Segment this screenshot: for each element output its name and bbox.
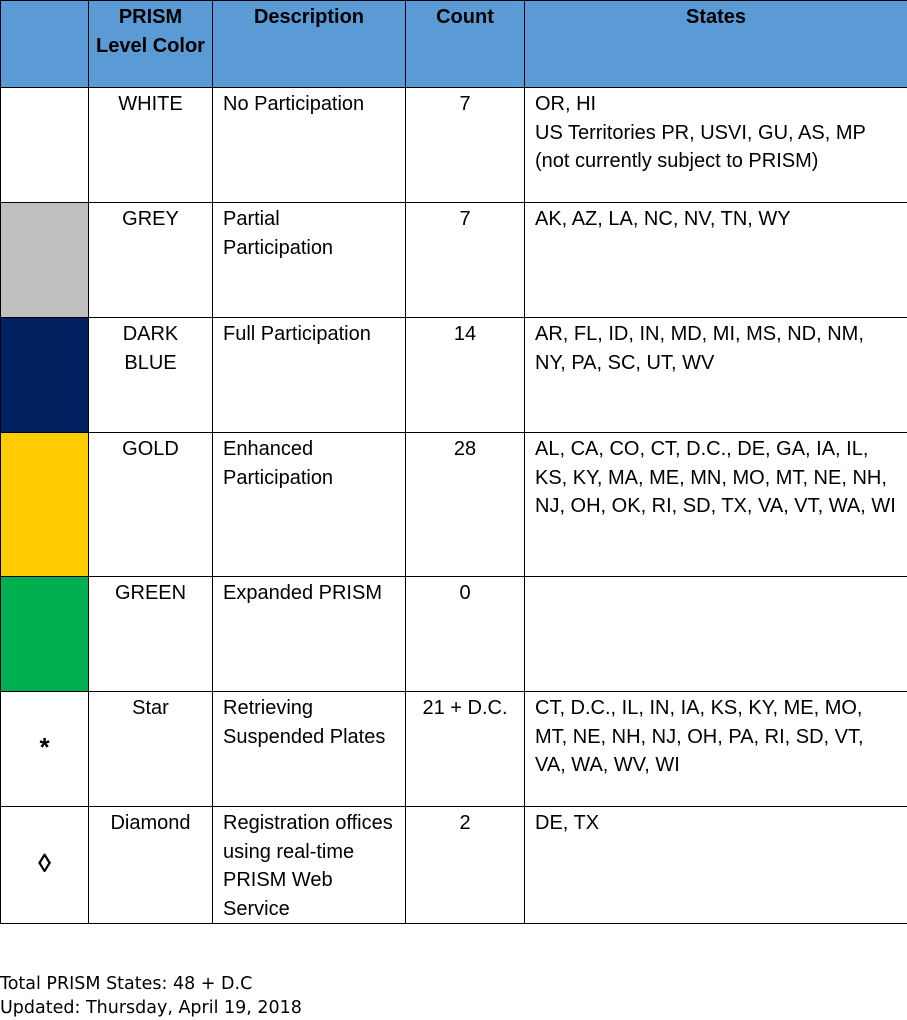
states-cell [525, 203, 907, 318]
updated-date-text: Updated: Thursday, April 19, 2018 [0, 998, 302, 1018]
states-cell [525, 433, 907, 577]
table-row [1, 692, 907, 807]
color-swatch [1, 318, 89, 433]
description-cell: Expanded PRISM [213, 577, 406, 692]
states-line: AL, CA, CO, CT, D.C., DE, GA, IA, IL, KS, KY, MA, ME, MN, MO, MT, NE, NH, NJ, OH, OK, RI, SD, TX, VA, VT, WA, WI [535, 438, 896, 517]
count-cell: 14 [406, 318, 525, 433]
star-icon: * [39, 732, 50, 763]
table-header-row [1, 1, 907, 88]
count-cell: 0 [406, 577, 525, 692]
level-color-cell: Star [89, 692, 213, 807]
level-color-cell: GREY [89, 203, 213, 318]
states-line: CT, D.C., IL, IN, IA, KS, KY, ME, MO, MT, NE, NH, NJ, OH, PA, RI, SD, VT, VA, WA, WV, WI [535, 697, 864, 776]
level-color-cell: DARK BLUE [89, 318, 213, 433]
level-color-cell: GOLD [89, 433, 213, 577]
count-cell: 7 [406, 88, 525, 203]
states-cell [525, 577, 907, 692]
color-swatch [1, 203, 89, 318]
description-cell: Enhanced Participation [213, 433, 406, 577]
table-row [1, 318, 907, 433]
level-color-cell: Diamond [89, 807, 213, 924]
states-line: (not currently subject to PRISM) [535, 150, 819, 172]
color-swatch [1, 692, 89, 807]
count-cell: 28 [406, 433, 525, 577]
table-row [1, 807, 907, 924]
level-color-cell: GREEN [89, 577, 213, 692]
description-cell: Partial Participation [213, 203, 406, 318]
states-cell [525, 692, 907, 807]
color-swatch [1, 433, 89, 577]
table-row [1, 433, 907, 577]
footer-notes [0, 972, 302, 1020]
level-color-cell: WHITE [89, 88, 213, 203]
description-cell: Registration offices using real-time PRISM Web Service [213, 807, 406, 924]
header-states: States [525, 1, 907, 88]
count-cell: 21 + D.C. [406, 692, 525, 807]
color-swatch [1, 88, 89, 203]
color-swatch [1, 807, 89, 924]
count-cell: 7 [406, 203, 525, 318]
states-line: AK, AZ, LA, NC, NV, TN, WY [535, 208, 791, 230]
states-line: US Territories PR, USVI, GU, AS, MP [535, 121, 866, 144]
states-line: OR, HI [535, 93, 597, 115]
header-description: Description [213, 1, 406, 88]
states-line: DE, TX [535, 812, 600, 834]
states-cell [525, 318, 907, 433]
states-cell [525, 807, 907, 924]
description-cell: Retrieving Suspended Plates [213, 692, 406, 807]
total-states-text: Total PRISM States: 48 + D.C [0, 974, 253, 994]
diamond-icon: ◊ [38, 848, 51, 879]
color-swatch [1, 577, 89, 692]
description-cell: No Participation [213, 88, 406, 203]
header-level-color: PRISM Level Color [89, 1, 213, 88]
states-cell [525, 88, 907, 203]
description-cell: Full Participation [213, 318, 406, 433]
table-row [1, 88, 907, 203]
table-row [1, 203, 907, 318]
table-row [1, 577, 907, 692]
count-cell: 2 [406, 807, 525, 924]
header-count: Count [406, 1, 525, 88]
header-swatch [1, 1, 89, 88]
states-line: AR, FL, ID, IN, MD, MI, MS, ND, NM, NY, PA, SC, UT, WV [535, 323, 864, 374]
